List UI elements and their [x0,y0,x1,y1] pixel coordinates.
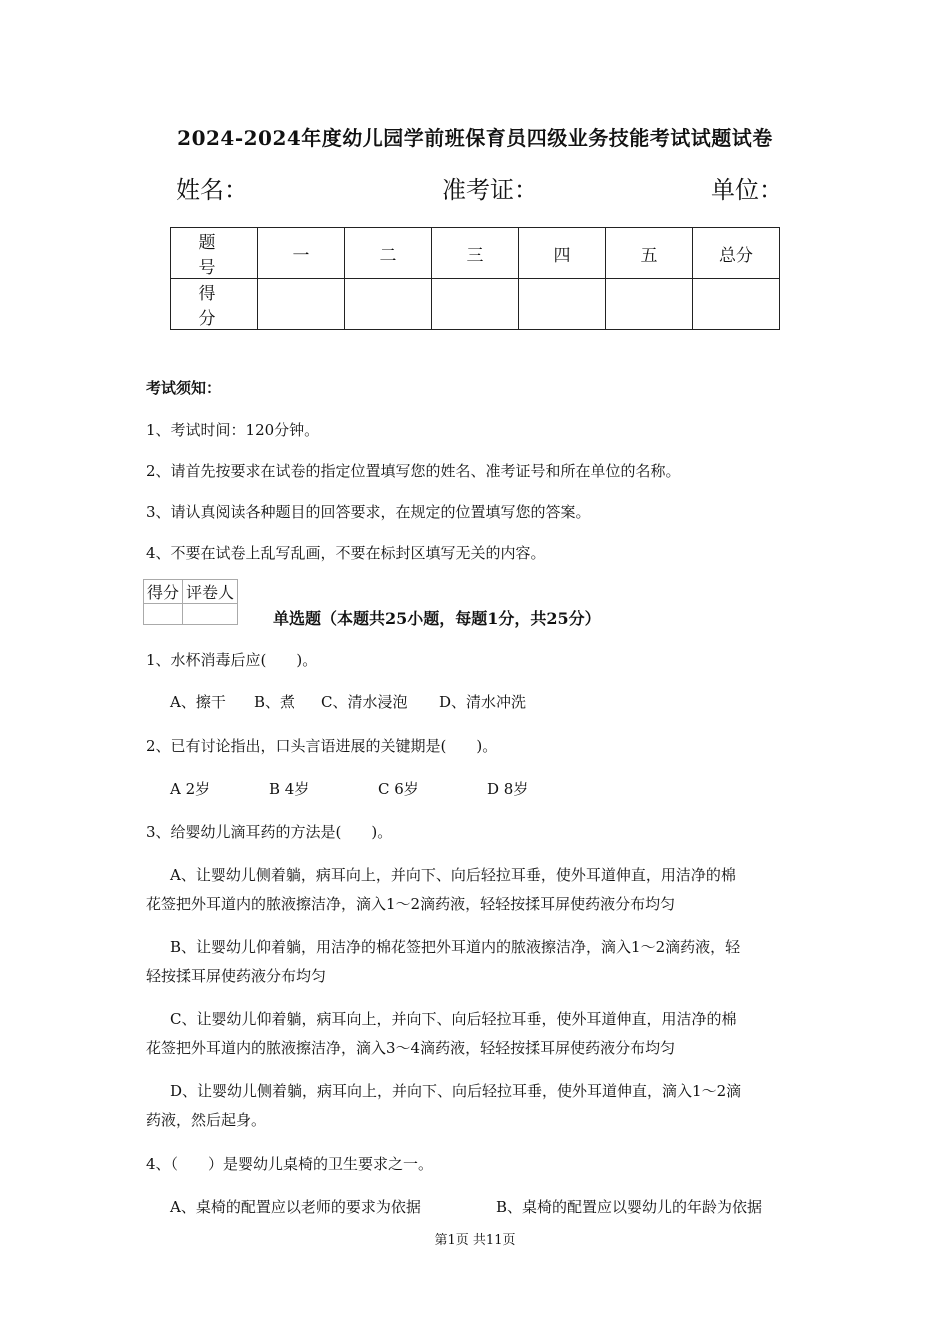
question-1-stem: 1、水杯消毒后应( )。 [146,651,318,669]
question-3-option-a-line1: A、让婴幼儿侧着躺，病耳向上，并向下、向后轻拉耳垂，使外耳道伸直，用洁净的棉 [170,866,736,884]
exam-id-label: 准考证： [442,176,538,204]
question-4-stem: 4、（ ）是婴幼儿桌椅的卫生要求之一。 [146,1155,434,1173]
section-3-header: 三 [432,228,519,279]
page-footer: 第1页 共11页 [434,1233,516,1248]
question-4-option-a: A、桌椅的配置应以老师的要求为依据 [170,1198,421,1216]
question-3-option-d-line2: 药液，然后起身。 [146,1111,267,1129]
section-1-header: 一 [258,228,345,279]
section-4-header: 四 [519,228,606,279]
unit-label: 单位： [711,176,783,204]
notice-item: 2、请首先按要求在试卷的指定位置填写您的姓名、准考证号和所在单位的名称。 [146,462,681,480]
notice-heading: 考试须知： [146,379,222,397]
question-3-option-b-line1: B、让婴幼儿仰着躺，用洁净的棉花签把外耳道内的脓液擦洁净，滴入1～2滴药液，轻 [170,938,741,956]
question-2-stem: 2、已有讨论指出，口头言语进展的关键期是( )。 [146,737,498,755]
question-2-option-c: C 6岁 [378,780,419,798]
score-table-score-row [171,279,780,330]
notice-item: 4、不要在试卷上乱写乱画，不要在标封区填写无关的内容。 [146,544,546,562]
question-1-option-d: D、清水冲洗 [439,693,527,711]
section-2-score-cell[interactable] [345,279,432,330]
question-2-option-b: B 4岁 [269,780,310,798]
grader-reviewer-label: 评卷人 [183,580,238,604]
grader-score-label: 得分 [144,580,183,604]
question-1-option-c: C、清水浸泡 [321,693,408,711]
section-3-score-cell[interactable] [432,279,519,330]
question-1-option-a: A、擦干 [170,693,226,711]
question-number-header: 题 号 [171,228,258,279]
question-2-option-a: A 2岁 [170,780,211,798]
section-1-score-cell[interactable] [258,279,345,330]
question-4-option-b: B、桌椅的配置应以婴幼儿的年龄为依据 [496,1198,763,1216]
section-4-score-cell[interactable] [519,279,606,330]
question-1-option-b: B、煮 [254,693,296,711]
notice-item: 1、考试时间：120分钟。 [146,421,320,439]
question-3-option-b-line2: 轻按揉耳屏使药液分布均匀 [146,967,327,985]
section-2-header: 二 [345,228,432,279]
total-score-header: 总分 [693,228,780,279]
score-table [170,227,780,330]
grader-reviewer-cell[interactable] [183,604,238,625]
notice-item: 3、请认真阅读各种题目的回答要求，在规定的位置填写您的答案。 [146,503,591,521]
total-score-cell[interactable] [693,279,780,330]
grader-score-cell[interactable] [144,604,183,625]
section-5-header: 五 [606,228,693,279]
section-5-score-cell[interactable] [606,279,693,330]
exam-title: 2024-2024年度幼儿园学前班保育员四级业务技能考试试题试卷 [177,126,773,150]
section-title: 单选题（本题共25小题，每题1分，共25分） [273,609,601,628]
question-3-option-a-line2: 花签把外耳道内的脓液擦洁净，滴入1～2滴药液，轻轻按揉耳屏使药液分布均匀 [146,895,676,913]
grader-box [143,579,238,625]
question-3-stem: 3、给婴幼儿滴耳药的方法是( )。 [146,823,393,841]
score-row-label: 得 分 [171,279,258,330]
name-label: 姓名： [176,176,248,204]
question-3-option-c-line1: C、让婴幼儿仰着躺，病耳向上，并向下、向后轻拉耳垂，使外耳道伸直，用洁净的棉 [170,1010,737,1028]
score-table-header-row [171,228,780,279]
question-3-option-d-line1: D、让婴幼儿侧着躺，病耳向上，并向下、向后轻拉耳垂，使外耳道伸直，滴入1～2滴 [170,1082,742,1100]
question-2-option-d: D 8岁 [487,780,529,798]
question-3-option-c-line2: 花签把外耳道内的脓液擦洁净，滴入3～4滴药液，轻轻按揉耳屏使药液分布均匀 [146,1039,676,1057]
